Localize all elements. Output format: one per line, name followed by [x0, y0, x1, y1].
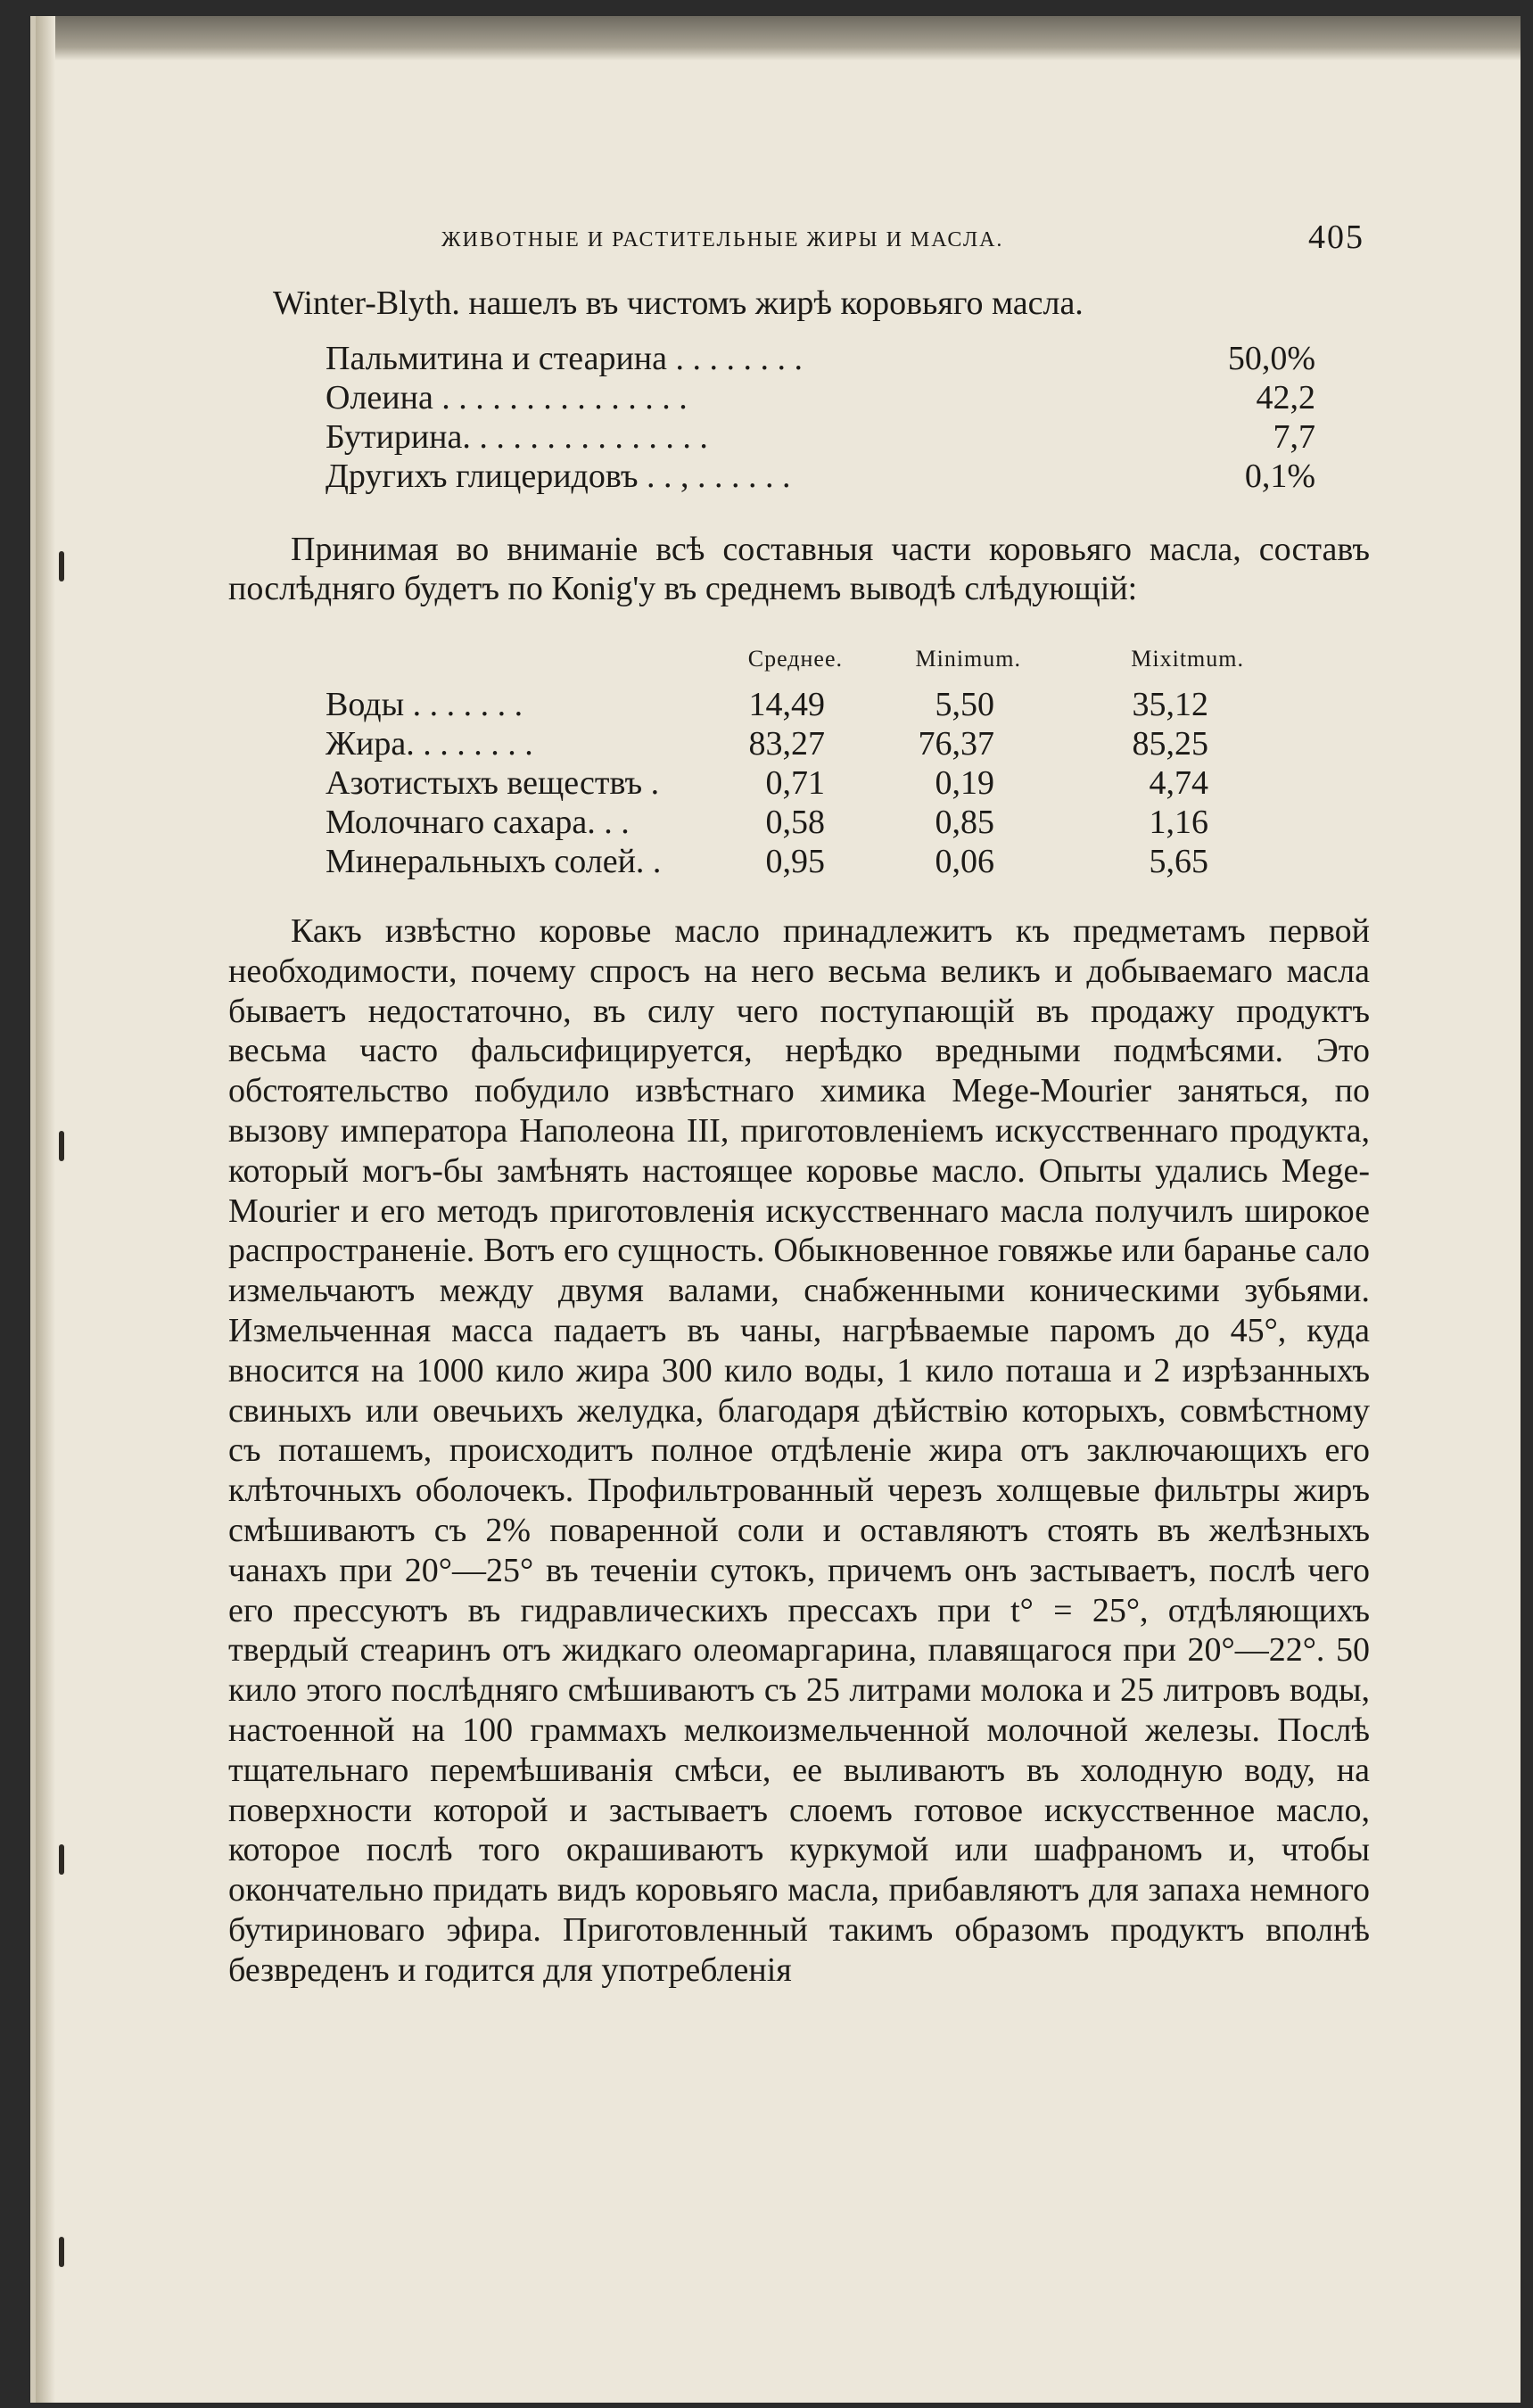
paragraph-margarine: Какъ извѣстно коровье масло принадлежитъ къ предметамъ первой необходимости, почему спросъ на него весьма великъ и добываемаго масла бываетъ недостаточно, въ силу чего поступающій въ продажу продуктъ весьма часто фальсифицируется, нерѣдко вредными подмѣсями. Это обстоятельство побудило извѣстнаго химика Mege-Mourier заняться, по вызову императора Наполеона III, приготовленіемъ искусственнаго продукта, который могъ-бы замѣнять настоящее коровье масло. Опыты удались Mege-Mourier и его методъ приготовленія искусственнаго масла получилъ широкое распространеніе. Вотъ его сущность. Обыкновенное говяжье или баранье сало измельчаютъ между двумя валами, снабженными коническими зубьями. Измельченная масса падаетъ въ чаны, нагрѣваемые паромъ до 45°, куда вносится на 1000 кило жира 300 кило воды, 1 кило поташа и 2 изрѣзанныхъ свиныхъ или овечьихъ желудка, благодаря дѣйствію которыхъ, совмѣстному съ поташемъ, происходитъ полное отдѣленіе жира отъ заключающихъ его клѣточныхъ оболочекъ. Профильтрованный черезъ холщевые фильтры жиръ смѣшиваютъ съ 2% поваренной соли и оставляютъ стоять въ желѣзныхъ чанахъ при 20°—25° въ теченіи сутокъ, причемъ онъ застываетъ, послѣ чего его прессуютъ въ гидравлическихъ прессахъ при t° = 25°, отдѣляющихъ твердый стеаринъ отъ жидкаго олеомаргарина, плавящагося при 20°—22°. 50 кило этого послѣдняго смѣшиваютъ съ 25 литрами молока и 25 литровъ воды, настоенной на 100 граммахъ мелкоизмельченной молочной железы. Послѣ тщательнаго перемѣшиванія смѣси, ее выливаютъ въ холодную воду, на поверхности которой и застываетъ слоемъ готовое искусственное масло, которое послѣ того окрашиваютъ куркумой или шафраномъ и, чтобы окончательно придать видъ коровьяго масла, прибавляютъ для запаха немного бутириноваго эфира. Приготовленный такимъ образомъ продуктъ вполнѣ безвреденъ и годится для употребленія	[228, 912, 1370, 1989]
row-label: Азотистыхъ веществъ .	[326, 764, 660, 802]
composition-value: 42,2	[1256, 379, 1315, 416]
table-header	[326, 646, 1289, 685]
cell-average: 14,49	[748, 686, 825, 723]
cell-minimum: 76,37	[918, 725, 994, 763]
butter-composition-table	[326, 646, 1289, 881]
composition-label: Бутирина. . . . . . . . . . . . . . .	[326, 418, 708, 456]
page-binding-edge	[36, 16, 55, 2403]
paragraph-konig: Принимая во вниманіе всѣ составныя части коровьяго масла, составъ послѣдняго будетъ по Коnig'у въ среднемъ выводѣ слѣдующій:	[228, 531, 1370, 607]
cell-minimum: 0,19	[935, 764, 994, 802]
cell-maximum: 1,16	[1149, 804, 1208, 841]
margin-mark	[59, 1131, 64, 1161]
page-number: 405	[1308, 219, 1364, 256]
cell-maximum: 85,25	[1132, 725, 1208, 763]
row-label: Воды . . . . . . .	[326, 686, 523, 723]
margin-mark	[59, 2237, 64, 2267]
running-title: ЖИВОТНЫЕ И РАСТИТЕЛЬНЫЕ ЖИРЫ И МАСЛА.	[441, 228, 1004, 252]
cell-minimum: 5,50	[935, 686, 994, 723]
table-row	[326, 685, 1289, 724]
composition-value: 7,7	[1273, 418, 1315, 456]
header-average: Среднее.	[747, 646, 843, 672]
composition-label: Олеина . . . . . . . . . . . . . . .	[326, 379, 688, 416]
row-label: Минеральныхъ солей. .	[326, 843, 662, 880]
header-maximum: Mixitmum.	[1131, 646, 1244, 672]
table-row	[326, 842, 1289, 881]
cell-maximum: 35,12	[1132, 686, 1208, 723]
composition-row	[326, 378, 1315, 417]
margin-mark	[59, 551, 64, 581]
cell-maximum: 4,74	[1149, 764, 1208, 802]
composition-value: 0,1%	[1244, 458, 1315, 495]
cell-minimum: 0,06	[935, 843, 994, 880]
cell-minimum: 0,85	[935, 804, 994, 841]
cell-average: 0,71	[765, 764, 825, 802]
intro-line: Winter-Blyth. нашелъ въ чистомъ жирѣ коровьяго масла.	[273, 285, 1084, 322]
composition-row	[326, 417, 1315, 457]
header-minimum: Minimum.	[915, 646, 1021, 672]
composition-row	[326, 457, 1315, 496]
margin-mark	[59, 1844, 64, 1875]
composition-label: Пальмитина и стеарина . . . . . . . .	[326, 340, 804, 377]
cell-average: 83,27	[748, 725, 825, 763]
table-row	[326, 763, 1289, 803]
row-label: Молочнаго сахара. . .	[326, 804, 630, 841]
cell-maximum: 5,65	[1149, 843, 1208, 880]
page-header	[410, 216, 1364, 269]
cell-average: 0,95	[765, 843, 825, 880]
row-label: Жира. . . . . . . .	[326, 725, 533, 763]
composition-label: Другихъ глицеридовъ . . , . . . . . .	[326, 458, 791, 495]
composition-list	[326, 339, 1315, 496]
table-row	[326, 803, 1289, 842]
composition-value: 50,0%	[1227, 340, 1315, 377]
page-top-shadow	[36, 16, 1521, 61]
cell-average: 0,58	[765, 804, 825, 841]
table-row	[326, 724, 1289, 763]
composition-row	[326, 339, 1315, 378]
